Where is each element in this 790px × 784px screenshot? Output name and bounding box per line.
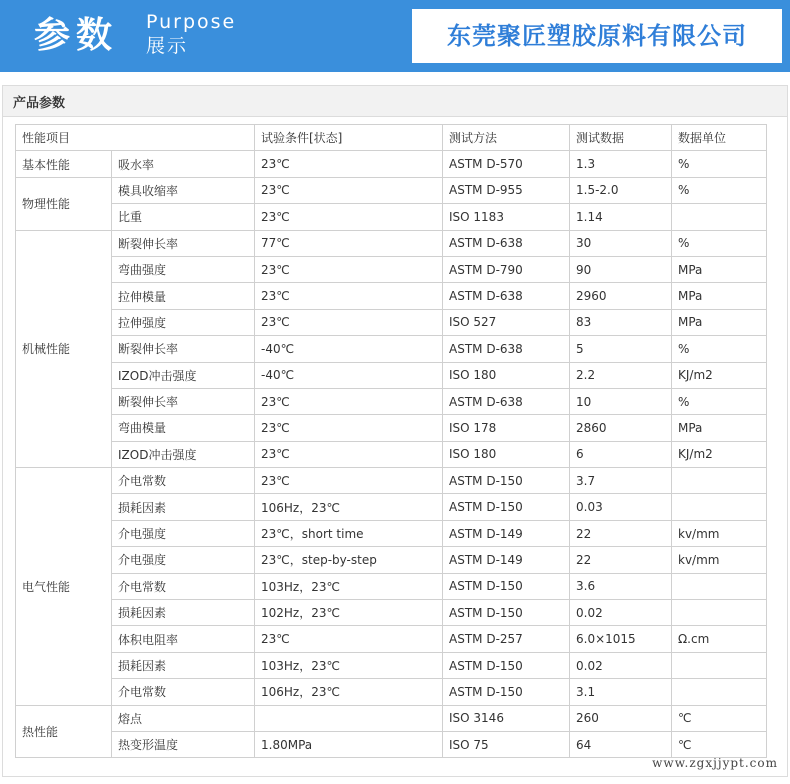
item-cell: IZOD冲击强度 bbox=[112, 441, 255, 467]
group-cell: 基本性能 bbox=[16, 151, 112, 177]
table-row bbox=[16, 652, 767, 678]
item-cell: 介电强度 bbox=[112, 520, 255, 546]
value-cell: 83 bbox=[570, 309, 672, 335]
group-cell: 电气性能 bbox=[16, 468, 112, 706]
method-cell: ISO 3146 bbox=[443, 705, 570, 731]
method-cell: ASTM D-150 bbox=[443, 468, 570, 494]
method-cell: ASTM D-150 bbox=[443, 679, 570, 705]
watermark: www.zgxjjypt.com bbox=[652, 756, 778, 770]
header-cell: 测试方法 bbox=[443, 125, 570, 151]
value-cell: 2960 bbox=[570, 283, 672, 309]
condition-cell: 106Hz，23℃ bbox=[255, 494, 443, 520]
unit-cell: MPa bbox=[672, 415, 767, 441]
method-cell: ASTM D-150 bbox=[443, 652, 570, 678]
value-cell: 64 bbox=[570, 731, 672, 757]
condition-cell: 103Hz，23℃ bbox=[255, 573, 443, 599]
value-cell: 22 bbox=[570, 547, 672, 573]
table-row bbox=[16, 230, 767, 256]
table-row bbox=[16, 705, 767, 731]
condition-cell: 23℃ bbox=[255, 256, 443, 282]
banner-subtitle-cn: 展示 bbox=[146, 35, 189, 57]
item-cell: 介电常数 bbox=[112, 679, 255, 705]
unit-cell: kv/mm bbox=[672, 547, 767, 573]
condition-cell: 23℃，step-by-step bbox=[255, 547, 443, 573]
value-cell: 90 bbox=[570, 256, 672, 282]
item-cell: 熔点 bbox=[112, 705, 255, 731]
table-row bbox=[16, 388, 767, 414]
condition-cell: 23℃ bbox=[255, 177, 443, 203]
item-cell: 介电常数 bbox=[112, 573, 255, 599]
unit-cell: MPa bbox=[672, 283, 767, 309]
unit-cell: % bbox=[672, 388, 767, 414]
value-cell: 0.02 bbox=[570, 652, 672, 678]
unit-cell: KJ/m2 bbox=[672, 441, 767, 467]
method-cell: ASTM D-150 bbox=[443, 573, 570, 599]
item-cell: 断裂伸长率 bbox=[112, 336, 255, 362]
table-row bbox=[16, 177, 767, 203]
table-row bbox=[16, 204, 767, 230]
unit-cell: ℃ bbox=[672, 731, 767, 757]
item-cell: 损耗因素 bbox=[112, 652, 255, 678]
condition-cell: 23℃ bbox=[255, 415, 443, 441]
value-cell: 3.6 bbox=[570, 573, 672, 599]
unit-cell: MPa bbox=[672, 256, 767, 282]
value-cell: 1.5-2.0 bbox=[570, 177, 672, 203]
item-cell: 介电常数 bbox=[112, 468, 255, 494]
condition-cell: 23℃ bbox=[255, 388, 443, 414]
item-cell: 弯曲模量 bbox=[112, 415, 255, 441]
table-row bbox=[16, 441, 767, 467]
method-cell: ASTM D-149 bbox=[443, 520, 570, 546]
spec-table bbox=[15, 124, 767, 758]
item-cell: 吸水率 bbox=[112, 151, 255, 177]
condition-cell: -40℃ bbox=[255, 336, 443, 362]
banner-title: 参数 bbox=[34, 15, 119, 56]
table-row bbox=[16, 468, 767, 494]
value-cell: 5 bbox=[570, 336, 672, 362]
table-row bbox=[16, 494, 767, 520]
value-cell: 3.1 bbox=[570, 679, 672, 705]
unit-cell bbox=[672, 494, 767, 520]
table-row bbox=[16, 679, 767, 705]
method-cell: ASTM D-150 bbox=[443, 600, 570, 626]
item-cell: 断裂伸长率 bbox=[112, 230, 255, 256]
value-cell: 22 bbox=[570, 520, 672, 546]
item-cell: 模具收缩率 bbox=[112, 177, 255, 203]
value-cell: 0.02 bbox=[570, 600, 672, 626]
value-cell: 0.03 bbox=[570, 494, 672, 520]
item-cell: 热变形温度 bbox=[112, 731, 255, 757]
unit-cell bbox=[672, 204, 767, 230]
condition-cell: 1.80MPa bbox=[255, 731, 443, 757]
table-row bbox=[16, 731, 767, 757]
value-cell: 1.3 bbox=[570, 151, 672, 177]
value-cell: 6.0×1015 bbox=[570, 626, 672, 652]
header-cell: 数据单位 bbox=[672, 125, 767, 151]
condition-cell: 23℃ bbox=[255, 468, 443, 494]
unit-cell: kv/mm bbox=[672, 520, 767, 546]
condition-cell: 102Hz，23℃ bbox=[255, 600, 443, 626]
item-cell: 弯曲强度 bbox=[112, 256, 255, 282]
condition-cell: 103Hz，23℃ bbox=[255, 652, 443, 678]
value-cell: 10 bbox=[570, 388, 672, 414]
item-cell: 断裂伸长率 bbox=[112, 388, 255, 414]
item-cell: 比重 bbox=[112, 204, 255, 230]
table-row bbox=[16, 283, 767, 309]
unit-cell: ℃ bbox=[672, 705, 767, 731]
condition-cell: 23℃ bbox=[255, 204, 443, 230]
group-cell: 热性能 bbox=[16, 705, 112, 758]
unit-cell: % bbox=[672, 151, 767, 177]
condition-cell: 23℃ bbox=[255, 309, 443, 335]
table-row bbox=[16, 415, 767, 441]
unit-cell: KJ/m2 bbox=[672, 362, 767, 388]
table-row bbox=[16, 309, 767, 335]
unit-cell bbox=[672, 573, 767, 599]
panel-header bbox=[3, 86, 787, 117]
condition-cell: 23℃ bbox=[255, 441, 443, 467]
table-row bbox=[16, 520, 767, 546]
item-cell: 拉伸强度 bbox=[112, 309, 255, 335]
method-cell: ASTM D-570 bbox=[443, 151, 570, 177]
method-cell: ISO 75 bbox=[443, 731, 570, 757]
value-cell: 1.14 bbox=[570, 204, 672, 230]
table-row bbox=[16, 600, 767, 626]
table-row bbox=[16, 626, 767, 652]
condition-cell: 23℃ bbox=[255, 626, 443, 652]
group-cell: 机械性能 bbox=[16, 230, 112, 468]
banner-subtitle-en: Purpose bbox=[146, 11, 237, 33]
table-header-row bbox=[16, 125, 767, 151]
header-cell: 测试数据 bbox=[570, 125, 672, 151]
method-cell: ASTM D-955 bbox=[443, 177, 570, 203]
company-name: 东莞聚匠塑胶原料有限公司 bbox=[412, 9, 782, 63]
group-cell: 物理性能 bbox=[16, 177, 112, 230]
method-cell: ASTM D-638 bbox=[443, 230, 570, 256]
value-cell: 2.2 bbox=[570, 362, 672, 388]
value-cell: 2860 bbox=[570, 415, 672, 441]
condition-cell: -40℃ bbox=[255, 362, 443, 388]
value-cell: 3.7 bbox=[570, 468, 672, 494]
value-cell: 6 bbox=[570, 441, 672, 467]
condition-cell: 77℃ bbox=[255, 230, 443, 256]
condition-cell: 23℃ bbox=[255, 151, 443, 177]
method-cell: ASTM D-638 bbox=[443, 388, 570, 414]
unit-cell bbox=[672, 652, 767, 678]
item-cell: 体积电阻率 bbox=[112, 626, 255, 652]
item-cell: 损耗因素 bbox=[112, 600, 255, 626]
unit-cell: Ω.cm bbox=[672, 626, 767, 652]
header-banner bbox=[0, 0, 790, 72]
condition-cell: 106Hz，23℃ bbox=[255, 679, 443, 705]
table-row bbox=[16, 547, 767, 573]
table-row bbox=[16, 573, 767, 599]
table-row bbox=[16, 151, 767, 177]
item-cell: IZOD冲击强度 bbox=[112, 362, 255, 388]
value-cell: 30 bbox=[570, 230, 672, 256]
method-cell: ISO 180 bbox=[443, 362, 570, 388]
method-cell: ISO 527 bbox=[443, 309, 570, 335]
header-cell: 试验条件[状态] bbox=[255, 125, 443, 151]
table-row bbox=[16, 256, 767, 282]
method-cell: ASTM D-790 bbox=[443, 256, 570, 282]
condition-cell: 23℃，short time bbox=[255, 520, 443, 546]
condition-cell: 23℃ bbox=[255, 283, 443, 309]
unit-cell: MPa bbox=[672, 309, 767, 335]
unit-cell: % bbox=[672, 230, 767, 256]
unit-cell bbox=[672, 600, 767, 626]
unit-cell bbox=[672, 679, 767, 705]
method-cell: ASTM D-638 bbox=[443, 283, 570, 309]
unit-cell: % bbox=[672, 177, 767, 203]
table-row bbox=[16, 362, 767, 388]
condition-cell bbox=[255, 705, 443, 731]
panel-title: 产品参数 bbox=[13, 96, 66, 111]
method-cell: ISO 1183 bbox=[443, 204, 570, 230]
item-cell: 介电强度 bbox=[112, 547, 255, 573]
header-cell: 性能项目 bbox=[16, 125, 255, 151]
method-cell: ASTM D-638 bbox=[443, 336, 570, 362]
method-cell: ASTM D-150 bbox=[443, 494, 570, 520]
item-cell: 拉伸模量 bbox=[112, 283, 255, 309]
method-cell: ISO 180 bbox=[443, 441, 570, 467]
value-cell: 260 bbox=[570, 705, 672, 731]
method-cell: ASTM D-149 bbox=[443, 547, 570, 573]
item-cell: 损耗因素 bbox=[112, 494, 255, 520]
unit-cell: % bbox=[672, 336, 767, 362]
unit-cell bbox=[672, 468, 767, 494]
method-cell: ASTM D-257 bbox=[443, 626, 570, 652]
table-row bbox=[16, 336, 767, 362]
method-cell: ISO 178 bbox=[443, 415, 570, 441]
